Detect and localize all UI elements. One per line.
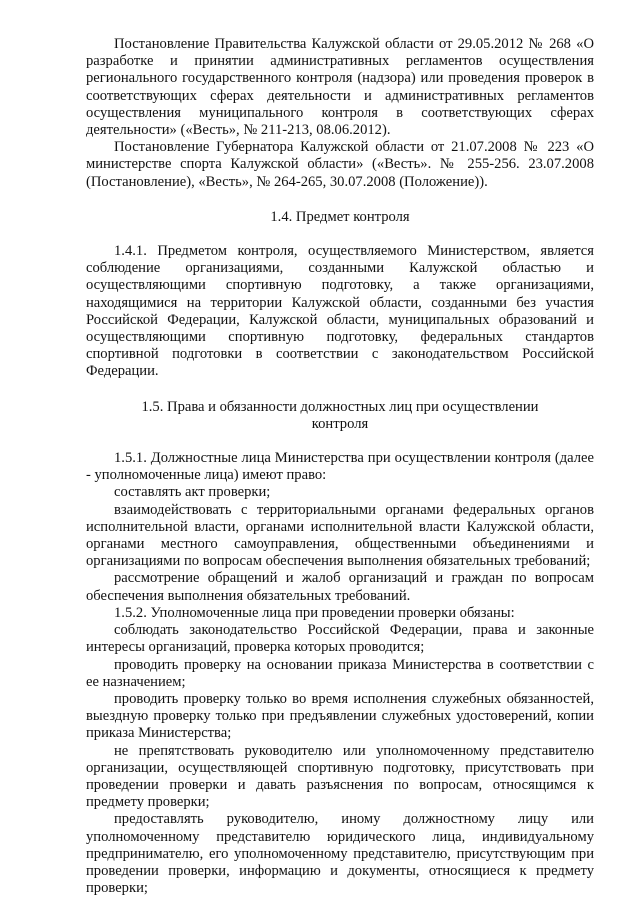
duties-item: проводить проверку на основании приказа Министерства в соответствии с ее назначением; xyxy=(86,656,594,690)
heading-1-4: 1.4. Предмет контроля xyxy=(270,208,410,225)
document-page xyxy=(86,36,594,897)
spacer xyxy=(86,381,594,399)
rights-item: составлять акт проверки; xyxy=(114,484,271,501)
spacer xyxy=(86,226,594,243)
heading-1-5: 1.5. Права и обязанности должностных лиц при осуществлении контроля xyxy=(141,398,539,432)
paragraph-1-5-2: 1.5.2. Уполномоченные лица при проведении проверки обязаны: xyxy=(114,604,515,621)
paragraph-1-4-1: 1.4.1. Предметом контроля, осуществляемого Министерством, является соблюдение организациями, созданными Калужской областью и осуществляющими спортивную подготовку, а также организациями, находящимися на территории Калужской области, созданными без участия Российской Федерации, Калужской области, муниципальных образований и осуществляющими спортивную подготовку, федеральных стандартов спортивной подготовки в соответствии с законодательством Российской Федерации. xyxy=(86,243,594,380)
spacer xyxy=(86,191,594,209)
spacer xyxy=(86,433,594,450)
paragraph-resolution-223: Постановление Губернатора Калужской области от 21.07.2008 № 223 «О министерстве спорта Калужской области» («Весть». № 255-256. 23.07.2008 (Постановление), «Весть», № 264-265, 30.07.2008 (Положение)). xyxy=(86,139,594,190)
rights-item: рассмотрение обращений и жалоб организаций и граждан по вопросам обеспечения выполнения обязательных требований. xyxy=(86,570,594,604)
duties-item: проводить проверку только во время исполнения служебных обязанностей, выездную проверку только при предъявлении служебных удостоверений, копии приказа Министерства; xyxy=(86,690,594,742)
duties-item: соблюдать законодательство Российской Федерации, права и законные интересы организаций, проверка которых проводится; xyxy=(86,622,594,656)
paragraph-1-5-1: 1.5.1. Должностные лица Министерства при осуществлении контроля (далее - уполномоченные лица) имеют право: xyxy=(86,450,594,484)
rights-item: взаимодействовать с территориальными органами федеральных органов исполнительной власти, органами исполнительной власти Калужской области, органами местного самоуправления, общественными объединениями и организациями по вопросам обеспечения выполнения обязательных требований; xyxy=(86,501,594,570)
duties-item: предоставлять руководителю, иному должностному лицу или уполномоченному представителю юридического лица, индивидуальному предпринимателю, его уполномоченному представителю, присутствующим при проведении проверки, информацию и документы, относящиеся к предмету проверки; xyxy=(86,811,594,897)
duties-item: не препятствовать руководителю или уполномоченному представителю организации, осуществляющей спортивную подготовку, присутствовать при проведении проверки и давать разъяснения по вопросам, относящимся к предмету проверки; xyxy=(86,742,594,811)
paragraph-resolution-268: Постановление Правительства Калужской области от 29.05.2012 № 268 «О разработке и принятии административных регламентов осуществления регионального государственного контроля (надзора) или проведения проверок в соответствующих сферах деятельности и административных регламентов осуществления муниципального контроля в соответствующих сферах деятельности» («Весть», № 211-213, 08.06.2012). xyxy=(86,36,594,139)
